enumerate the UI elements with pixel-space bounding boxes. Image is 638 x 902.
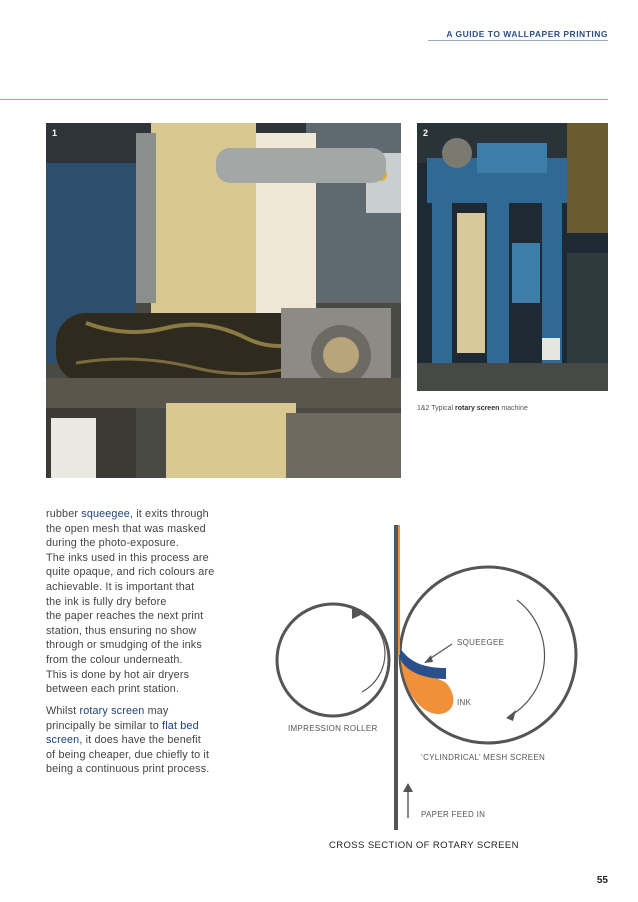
text-span: rubber (46, 508, 82, 520)
label-mesh-screen: ‘CYLINDRICAL’ MESH SCREEN (421, 753, 546, 762)
text-span: during the photo-exposure. (46, 537, 179, 550)
text-span: Whilst (46, 705, 80, 717)
caption-highlight: rotary screen (455, 405, 500, 412)
text-span: of being cheaper, due chiefly to it (46, 748, 210, 761)
caption-suffix: machine (499, 405, 528, 412)
caption-prefix: 1&2 Typical (417, 405, 456, 412)
mesh-screen-arrowhead (506, 710, 516, 721)
text-span: principally be similar to (46, 719, 163, 732)
text-span: being a continuous print process. (46, 763, 210, 776)
text-span: the ink is fully dry before (46, 595, 167, 608)
text-span: The inks used in this process are (46, 551, 209, 564)
text-span: may (144, 705, 169, 717)
paper-feed-arrowhead (403, 783, 413, 792)
text-span: This is done by hot air dryers (46, 668, 190, 681)
text-span: , it does have the benefit (79, 734, 201, 747)
label-ink: INK (457, 698, 472, 707)
text-span: from the colour underneath. (46, 653, 183, 666)
impression-roller-arrow (356, 612, 385, 692)
text-span: the open mesh that was masked (46, 522, 206, 535)
text-span: through or smudging of the inks (46, 639, 202, 652)
mesh-screen-arrow (510, 600, 545, 716)
diagram-title: CROSS SECTION OF ROTARY SCREEN (329, 840, 519, 851)
header-title: A GUIDE TO WALLPAPER PRINTING (446, 29, 608, 39)
text-span: station, thus ensuring no show (46, 624, 197, 637)
squeegee-pointer-head (424, 655, 433, 663)
label-impression-roller: IMPRESSION ROLLER (288, 724, 378, 733)
paper-ink-line (398, 525, 400, 655)
glossary-term: squeegee (81, 508, 130, 520)
text-span: achievable. It is important that (46, 580, 195, 593)
page-number: 55 (596, 875, 608, 886)
paper-line (394, 525, 398, 830)
text-span: , it exits through (129, 508, 209, 520)
impression-roller-circle (277, 604, 389, 716)
glossary-term: flat bed (162, 719, 199, 732)
text-span: quite opaque, and rich colours are (46, 566, 215, 579)
photo-1-number: 1 (52, 128, 58, 138)
text-span: between each print station. (46, 683, 180, 696)
label-paper-feed: PAPER FEED IN (421, 810, 486, 819)
text-span: the paper reaches the next print (46, 610, 204, 623)
mesh-screen-circle (400, 567, 576, 743)
photo-2-number: 2 (423, 128, 429, 138)
label-squeegee: SQUEEGEE (457, 638, 505, 647)
glossary-term: rotary screen (79, 705, 145, 717)
glossary-term: screen (46, 734, 80, 747)
